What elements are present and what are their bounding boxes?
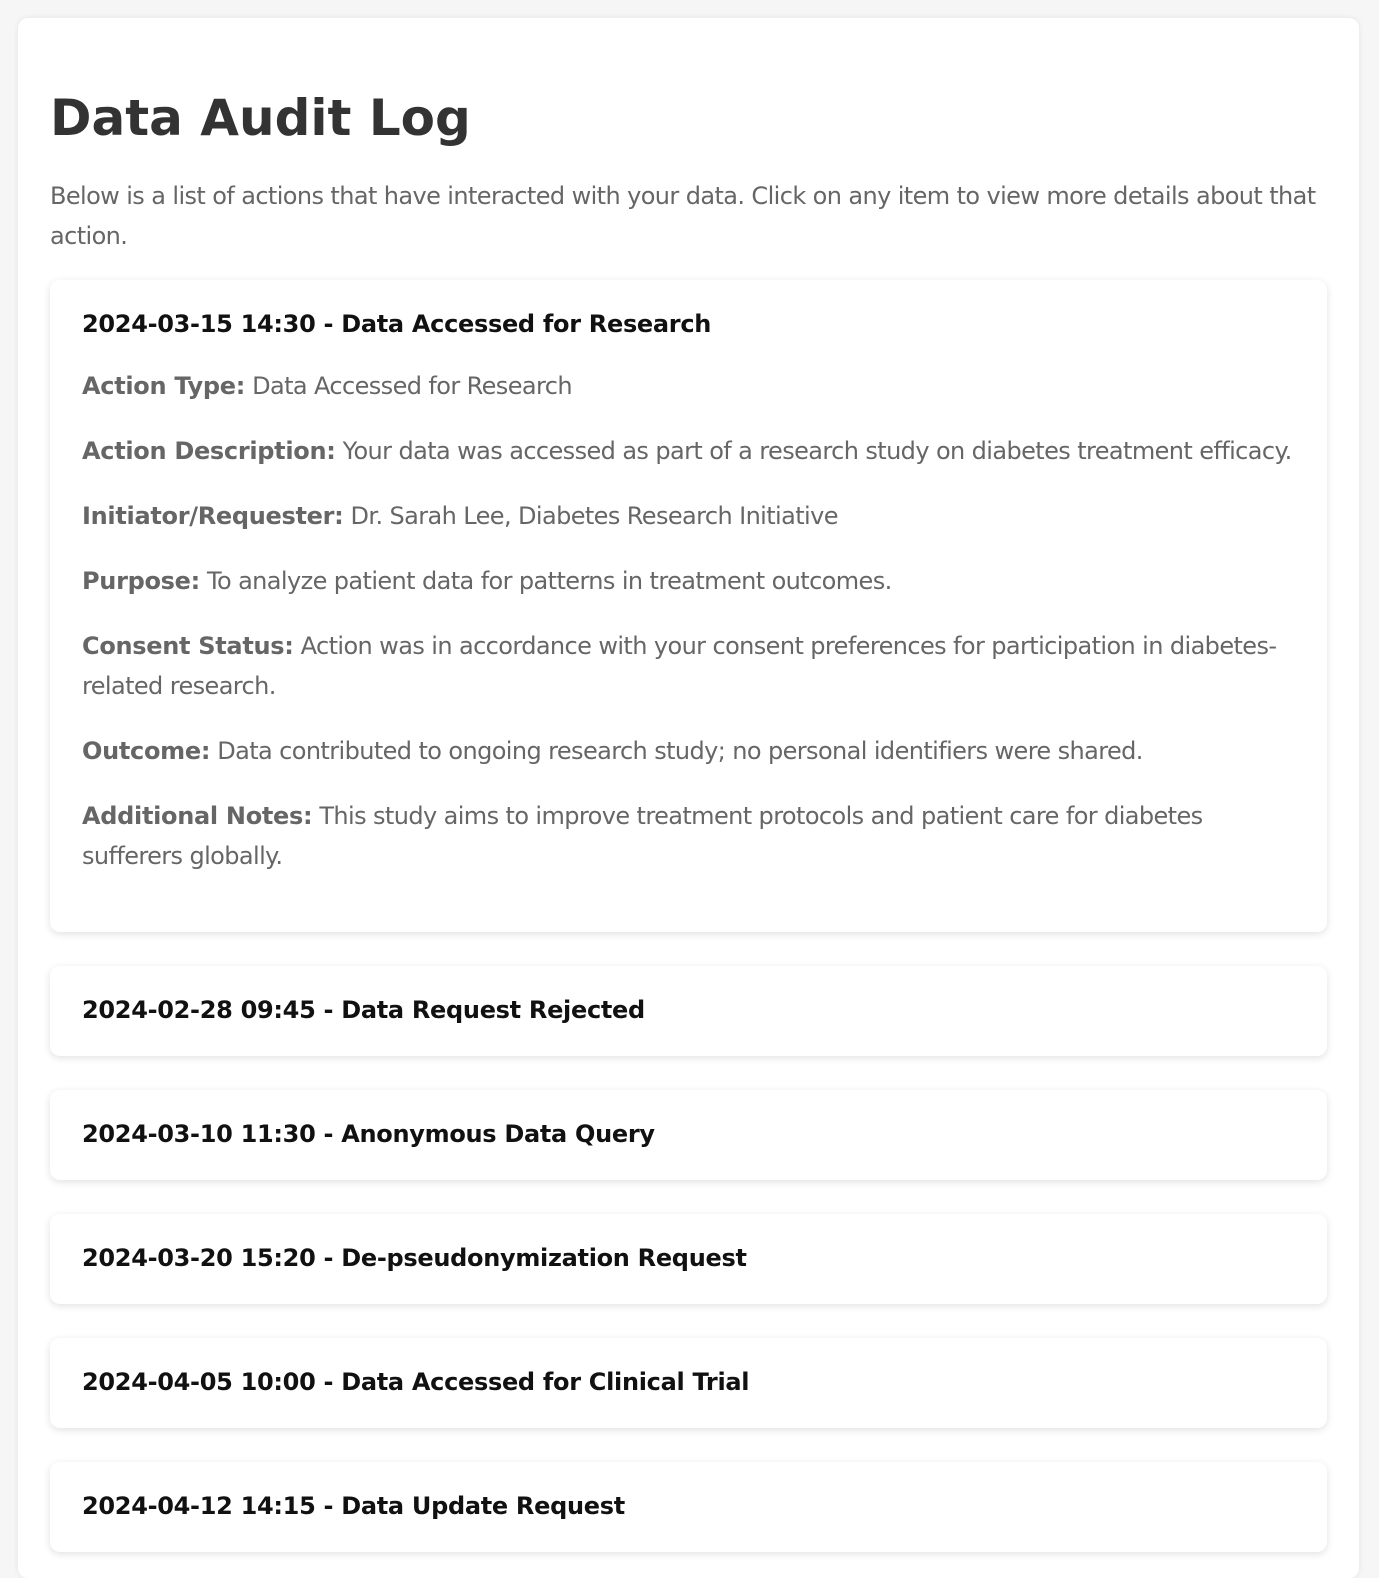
detail-value: Data Accessed for Research [252,372,572,400]
detail-value: Data contributed to ongoing research study; no personal identifiers were shared. [217,737,1143,765]
audit-entry-title: 2024-03-20 15:20 - De-pseudonymization Request [82,1244,747,1272]
audit-entry[interactable] [50,1338,1327,1428]
audit-entry-title: 2024-04-12 14:15 - Data Update Request [82,1492,625,1520]
detail-additional-notes [82,796,1295,876]
audit-entry-title: 2024-02-28 09:45 - Data Request Rejected [82,996,645,1024]
audit-entry[interactable] [50,966,1327,1056]
detail-label: Outcome: [82,737,211,765]
detail-label: Consent Status: [82,632,294,660]
detail-value: This study aims to improve treatment protocols and patient care for diabetes sufferers globally. [82,802,1203,870]
page-title: Data Audit Log [50,89,471,147]
detail-action-type [82,366,1295,406]
audit-log-container [18,18,1359,1578]
detail-value: Dr. Sarah Lee, Diabetes Research Initiative [350,502,838,530]
detail-label: Initiator/Requester: [82,502,344,530]
audit-entry[interactable] [50,1462,1327,1552]
detail-consent-status [82,626,1295,706]
audit-entry-details [82,366,1295,902]
detail-purpose [82,561,1295,601]
detail-value: Your data was accessed as part of a research study on diabetes treatment efficacy. [342,437,1292,465]
detail-label: Action Type: [82,372,246,400]
detail-outcome [82,731,1295,771]
audit-entry[interactable] [50,1214,1327,1304]
detail-value: Action was in accordance with your consent preferences for participation in diabetes-related research. [82,632,1277,700]
audit-entry[interactable] [50,1090,1327,1180]
audit-entry-title: 2024-04-05 10:00 - Data Accessed for Clinical Trial [82,1368,750,1396]
audit-entry[interactable] [50,280,1327,932]
audit-entry-title: 2024-03-15 14:30 - Data Accessed for Research [82,310,712,338]
audit-entry-title: 2024-03-10 11:30 - Anonymous Data Query [82,1120,655,1148]
detail-label: Additional Notes: [82,802,313,830]
detail-value: To analyze patient data for patterns in treatment outcomes. [206,567,892,595]
detail-action-description [82,431,1295,471]
detail-label: Action Description: [82,437,336,465]
detail-initiator [82,496,1295,536]
detail-label: Purpose: [82,567,200,595]
page-intro: Below is a list of actions that have interacted with your data. Click on any item to view more details about that action. [50,182,1316,250]
